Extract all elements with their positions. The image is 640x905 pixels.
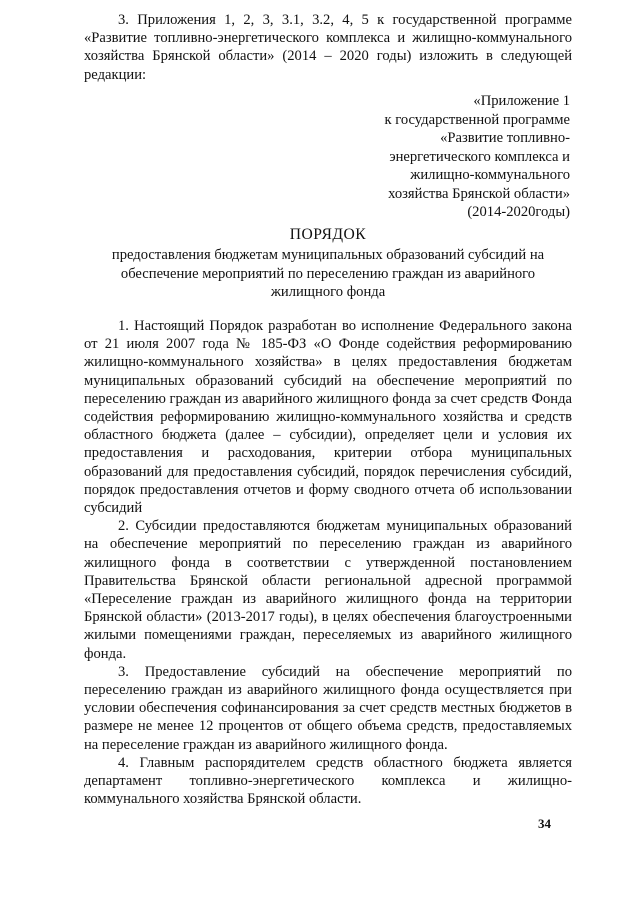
intro-paragraph: 3. Приложения 1, 2, 3, 3.1, 3.2, 4, 5 к государственной программе «Развитие топливно-энергетического комплекса и жилищно-коммунального хозяйства Брянской области» (2014 – 2020 годы) изложить в следующей редакции: [84, 12, 572, 83]
appendix-line: хозяйства Брянской области» [388, 185, 570, 202]
appendix-line: «Развитие топливно- [440, 130, 570, 146]
document-subtitle: предоставления бюджетам муниципальных образований субсидий на обеспечение мероприятий по переселению граждан из аварийного жилищного фонда [111, 247, 545, 300]
appendix-line: энергетического комплекса и [389, 148, 570, 165]
document-body [84, 317, 572, 808]
document-title: ПОРЯДОК [289, 226, 367, 243]
appendix-line: жилищно-коммунального [410, 167, 570, 183]
body-paragraph: 1. Настоящий Порядок разработан во исполнение Федерального закона от 21 июля 2007 года № 185-ФЗ «О Фонде содействия реформированию жилищно-коммунального хозяйства» в целях предоставления бюджетам муниципальных образований субсидий на обеспечение мероприятий по переселению граждан из аварийного жилищного фонда за счет средств Фонда содействия реформированию жилищно-коммунального хозяйства и средств областного бюджета (далее – субсидии), определяет цели и условия их предоставления и расходования, критерии отбора муниципальных образований для предоставления субсидий, порядок перечисления субсидий, порядок предоставления отчетов и форму сводного отчета об использовании субсидий [84, 318, 572, 517]
appendix-heading [352, 92, 570, 222]
appendix-line: (2014-2020годы) [467, 204, 570, 220]
body-paragraph: 2. Субсидии предоставляются бюджетам муниципальных образований на обеспечение мероприятий по переселению граждан из аварийного жилищного фонда в соответствии с утвержденной постановлением Правительства Брянской области региональной адресной программой «Переселение граждан из аварийного жилищного фонда на территории Брянской области» (2013-2017 годы), в целях обеспечения благоустроенными жилыми помещениями граждан, переселяемых из аварийного жилищного фонда. [84, 518, 572, 662]
body-paragraph: 4. Главным распорядителем средств областного бюджета является департамент топливно-энергетического комплекса и жилищно-коммунального хозяйства Брянской области. [84, 754, 572, 808]
page-number: 34 [538, 816, 551, 831]
body-paragraph: 3. Предоставление субсидий на обеспечение мероприятий по переселению граждан из аварийного жилищного фонда осуществляется при условии обеспечения софинансирования за счет средств местных бюджетов в размере не менее 12 процентов от общего объема средств, предоставляемых на переселение граждан из аварийного жилищного фонда. [84, 663, 572, 753]
appendix-line: к государственной программе [384, 111, 570, 128]
appendix-line: «Приложение 1 [473, 93, 570, 109]
